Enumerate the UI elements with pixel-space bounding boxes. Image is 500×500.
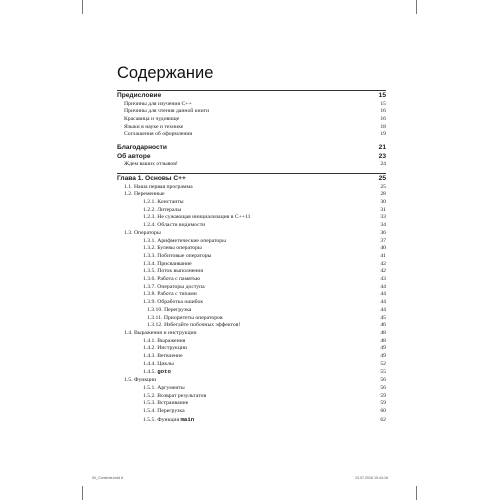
toc-entry — [117, 408, 386, 416]
toc-entry — [117, 307, 386, 315]
entry-text: 1.3.8. Работа с типами — [143, 291, 197, 298]
entry-title — [117, 108, 209, 116]
toc-entry — [117, 253, 386, 261]
toc-entry — [117, 191, 386, 199]
entry-title — [117, 207, 181, 215]
toc-entry — [117, 268, 386, 276]
entry-page: 56 — [380, 377, 386, 384]
entry-text: 1.3.7. Операторы доступа — [143, 283, 205, 290]
entry-text: 1.4.1. Выражения — [143, 337, 186, 344]
entry-title — [117, 284, 205, 292]
entry-title — [117, 124, 183, 132]
entry-text: Ждем ваших отзывов! — [124, 161, 178, 168]
entry-page: 19 — [380, 131, 386, 138]
entry-text: 1.4.2. Инструкции — [143, 345, 187, 352]
toc-entry — [117, 322, 386, 330]
toc-entry — [117, 245, 386, 253]
entry-page: 37 — [380, 237, 386, 244]
entry-page: 59 — [380, 392, 386, 399]
section-rule — [117, 173, 386, 174]
entry-text: 1.5.1. Аргументы — [143, 384, 185, 391]
toc-entry — [117, 330, 386, 338]
entry-page: 48 — [380, 329, 386, 336]
entry-text: Соглашения об оформлении — [124, 131, 193, 138]
entry-text: 1.5.4. Перегрузка — [143, 407, 185, 414]
entry-title — [117, 393, 206, 401]
entry-page: 28 — [380, 191, 386, 198]
entry-text: 1.4.5. — [143, 369, 158, 376]
entry-title — [117, 315, 223, 323]
toc-entry — [117, 207, 386, 215]
toc-entry — [117, 284, 386, 292]
toc-entry — [117, 238, 386, 246]
entry-page: 45 — [380, 314, 386, 321]
entry-text: 1.4.3. Ветвление — [143, 353, 183, 360]
toc-entry — [117, 377, 386, 385]
entry-title — [117, 307, 191, 315]
entry-text: 1.2.3. Не сужающая инициализация в C++11 — [143, 214, 251, 221]
toc-entry — [117, 393, 386, 401]
crop-mark-bottom-left — [82, 486, 83, 500]
entry-title — [117, 345, 187, 353]
entry-page: 34 — [380, 222, 386, 229]
chapter-page: 15 — [378, 92, 386, 99]
chapter-page: 23 — [378, 152, 386, 160]
entry-title — [117, 116, 179, 124]
entry-text: 1.3.5. Поток выполнения — [143, 268, 203, 275]
entry-page: 46 — [380, 322, 386, 329]
entry-page: 60 — [380, 407, 386, 414]
footer-timestamp: 13.07.2016 10:44:16 — [355, 476, 388, 480]
chapter-page: 25 — [378, 175, 386, 182]
entry-text: 1.3.3. Побитовые операторы — [143, 252, 212, 259]
entry-text: 1.2. Переменные — [124, 191, 165, 198]
chapter-heading — [117, 175, 386, 184]
entry-text: 1.3.1. Арифметические операторы — [143, 237, 226, 244]
entry-title — [117, 322, 240, 330]
toc-entry — [117, 291, 386, 299]
toc-entry — [117, 385, 386, 393]
entry-title — [117, 161, 178, 169]
toc-entry — [117, 315, 386, 323]
chapter-page: 21 — [378, 144, 386, 152]
entry-page: 62 — [380, 416, 386, 423]
entry-page: 44 — [380, 299, 386, 306]
entry-title — [117, 353, 183, 361]
page-title: Содержание — [117, 64, 214, 82]
entry-text: 1.2.1. Константы — [143, 199, 184, 205]
entry-code: goto — [157, 368, 171, 376]
toc-entry — [117, 416, 386, 425]
toc-entry — [117, 230, 386, 238]
entry-text: 1.5.3. Встраивание — [143, 400, 189, 407]
entry-title — [117, 245, 202, 253]
entry-title — [117, 408, 185, 416]
toc-entry — [117, 345, 386, 353]
entry-title — [117, 230, 161, 238]
footer-file-label: 00_Contents.indd 6 — [92, 476, 124, 480]
entry-title — [117, 416, 194, 425]
entry-page: 56 — [380, 384, 386, 391]
entry-text: 1.3.4. Присваивание — [143, 260, 192, 267]
entry-title — [117, 253, 211, 261]
entry-text: Причины для чтения данной книги — [124, 108, 209, 115]
section-rule — [117, 90, 386, 91]
entry-title — [117, 385, 185, 393]
entry-text: 1.5. Функции — [124, 377, 157, 384]
entry-page: 31 — [380, 206, 386, 213]
toc-entry — [117, 338, 386, 346]
entry-title — [117, 276, 200, 284]
entry-title — [117, 131, 192, 139]
entry-title — [117, 330, 197, 338]
entry-page: 18 — [380, 123, 386, 130]
entry-page: 30 — [380, 199, 386, 205]
chapter-title: Об авторе — [117, 152, 151, 160]
entry-page: 44 — [380, 283, 386, 290]
chapter-title: Глава 1. Основы C++ — [117, 175, 186, 182]
toc-entry — [117, 299, 386, 307]
entry-text: 1.5.5. Функция — [143, 416, 181, 423]
toc-entry — [117, 116, 386, 124]
toc-entry — [117, 261, 386, 269]
crop-mark-top-left — [82, 0, 83, 14]
chapter-title: Предисловие — [117, 92, 162, 99]
entry-title — [117, 338, 185, 346]
entry-page: 42 — [380, 268, 386, 275]
entry-text: 1.3.9. Обработка ошибок — [143, 299, 204, 306]
entry-title — [117, 184, 193, 192]
entry-page: 40 — [380, 245, 386, 252]
entry-page: 16 — [380, 116, 386, 122]
entry-title — [117, 199, 184, 207]
toc-entry — [117, 101, 386, 109]
entry-page: 48 — [380, 337, 386, 344]
entry-page: 49 — [380, 345, 386, 352]
entry-page: 49 — [380, 353, 386, 360]
entry-title — [117, 261, 192, 269]
toc-entry — [117, 400, 386, 408]
crop-mark-bottom-right — [416, 486, 417, 500]
entry-title — [117, 361, 174, 369]
toc-entry — [117, 214, 386, 222]
entry-title — [117, 214, 251, 222]
toc-entry — [117, 124, 386, 132]
toc-entry — [117, 161, 386, 169]
entry-text: 1.3.10. Перегрузка — [147, 306, 192, 313]
toc-entry — [117, 353, 386, 361]
chapter-heading — [117, 144, 386, 153]
entry-page: 25 — [380, 183, 386, 190]
entry-page: 43 — [380, 276, 386, 283]
toc-entry — [117, 131, 386, 139]
toc-entry — [117, 184, 386, 192]
entry-page: 15 — [380, 100, 386, 107]
entry-text: 1.3.11. Приоритеты операторов — [147, 314, 223, 321]
entry-title — [117, 377, 156, 385]
crop-mark-top-right — [416, 0, 417, 14]
entry-title — [117, 400, 188, 408]
entry-title — [117, 268, 203, 276]
entry-page: 52 — [380, 360, 386, 367]
entry-text: 1.3. Операторы — [124, 229, 161, 236]
entry-page: 41 — [380, 252, 386, 259]
entry-page: 16 — [380, 108, 386, 115]
chapter-heading — [117, 153, 386, 162]
entry-title — [117, 368, 171, 377]
toc-entry — [117, 222, 386, 230]
entry-title — [117, 291, 197, 299]
entry-page: 44 — [380, 291, 386, 298]
entry-code: main — [180, 415, 195, 423]
entry-text: Красавица и чудовище — [124, 116, 180, 122]
entry-text: 1.4. Выражения и инструкции — [124, 329, 197, 336]
entry-page: 36 — [380, 229, 386, 236]
entry-text: Языки в науке и технике — [124, 123, 184, 130]
toc-entry — [117, 368, 386, 377]
entry-title — [117, 299, 203, 307]
entry-text: 1.3.12. Избегайте побочных эффектов! — [147, 322, 241, 329]
entry-title — [117, 238, 226, 246]
entry-page: 55 — [380, 369, 386, 376]
entry-text: 1.2.4. Области видимости — [143, 222, 206, 229]
entry-text: 1.3.6. Работа с памятью — [143, 276, 201, 283]
entry-text: 1.2.2. Литералы — [143, 206, 182, 213]
entry-title — [117, 222, 205, 230]
chapter-title: Благодарности — [117, 144, 167, 152]
entry-text: 1.1. Наша первая программа — [124, 183, 193, 190]
entry-page: 24 — [380, 161, 386, 168]
entry-text: Причины для изучения C++ — [124, 100, 192, 107]
entry-title — [117, 191, 165, 199]
entry-page: 42 — [380, 260, 386, 267]
entry-text: 1.5.2. Возврат результатов — [143, 392, 207, 399]
entry-page: 33 — [380, 214, 386, 221]
entry-page: 44 — [380, 306, 386, 313]
table-of-contents — [117, 90, 386, 424]
entry-title — [117, 101, 192, 109]
entry-text: 1.3.2. Булевы операторы — [143, 245, 202, 252]
toc-entry — [117, 199, 386, 207]
toc-entry — [117, 108, 386, 116]
toc-entry — [117, 276, 386, 284]
toc-entry — [117, 361, 386, 369]
entry-text: 1.4.4. Циклы — [143, 360, 174, 367]
entry-page: 59 — [380, 400, 386, 407]
chapter-heading — [117, 92, 386, 101]
